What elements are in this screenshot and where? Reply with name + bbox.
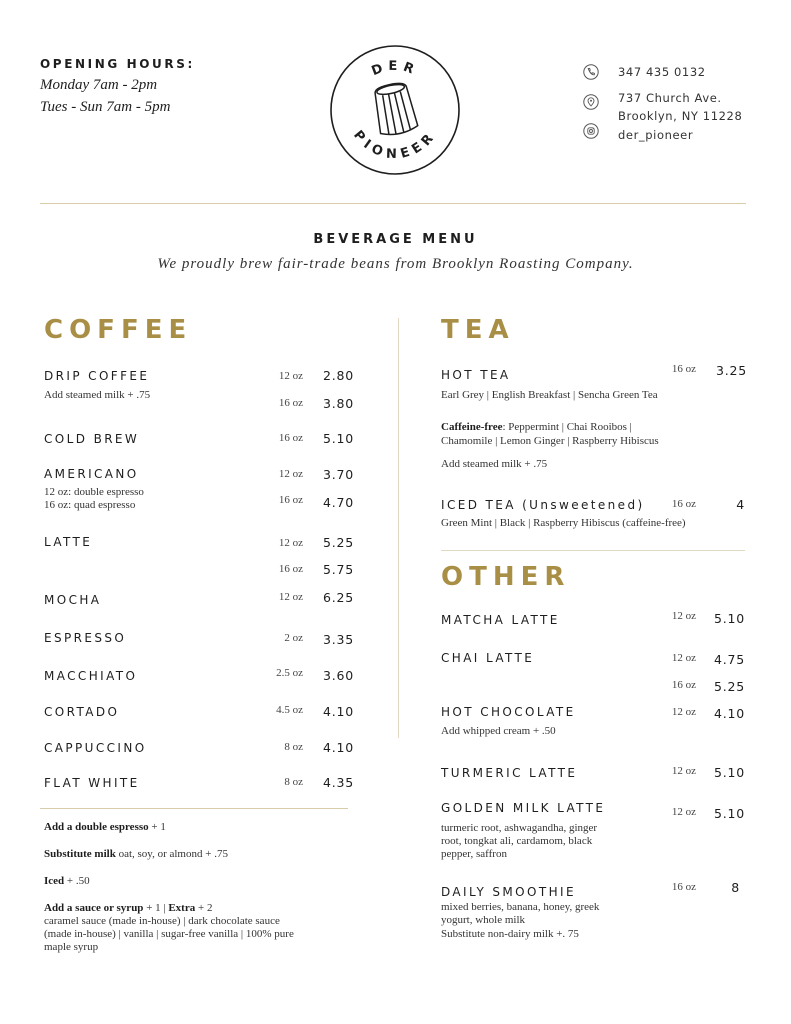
hot-tea-milk-note: Add steamed milk + .75	[441, 458, 548, 470]
logo-text-bottom: PIONEER	[350, 127, 440, 163]
latte-size-12: 12 oz	[278, 537, 303, 549]
chai-latte-price-12: 4.75	[713, 652, 745, 667]
addon-double-espresso: Add a double espresso + 1	[44, 821, 166, 833]
turmeric-latte-name: TURMERIC LATTE	[441, 766, 578, 780]
hot-tea-name: HOT TEA	[441, 368, 511, 382]
mocha-name: MOCHA	[44, 593, 102, 607]
drip-coffee-size-12: 12 oz	[278, 370, 303, 382]
opening-hours-title: OPENING HOURS:	[40, 57, 195, 71]
drip-coffee-price-16: 3.80	[322, 396, 354, 411]
iced-tea-varieties: Green Mint | Black | Raspberry Hibiscus (caffeine-free)	[441, 517, 686, 529]
americano-size-12: 12 oz	[278, 468, 303, 480]
addon-syrup-list-3: maple syrup	[44, 941, 99, 953]
coffee-section-title: COFFEE	[44, 315, 193, 345]
menu-title: BEVERAGE MENU	[313, 232, 478, 247]
flat-white-name: FLAT WHITE	[44, 776, 140, 790]
cortado-price: 4.10	[322, 704, 354, 719]
phone-number[interactable]: 347 435 0132	[618, 65, 706, 79]
matcha-latte-price: 5.10	[713, 611, 745, 626]
addon-substitute-milk: Substitute milk oat, soy, or almond + .75	[44, 848, 228, 860]
golden-milk-note-1: turmeric root, ashwagandha, ginger	[441, 822, 598, 834]
tea-other-divider	[441, 550, 745, 551]
drip-coffee-note: Add steamed milk + .75	[44, 389, 151, 401]
location-pin-icon	[583, 94, 599, 110]
instagram-handle[interactable]: der_pioneer	[618, 128, 694, 142]
hot-chocolate-size: 12 oz	[671, 706, 696, 718]
flat-white-size: 8 oz	[284, 776, 303, 788]
cappuccino-price: 4.10	[322, 740, 354, 755]
cold-brew-price: 5.10	[322, 431, 354, 446]
logo	[328, 43, 462, 177]
iced-tea-name: ICED TEA (Unsweetened)	[441, 498, 645, 512]
svg-text:DER	[370, 59, 421, 79]
column-divider	[398, 318, 399, 738]
chai-latte-size-16: 16 oz	[671, 679, 696, 691]
coffee-addons-divider	[40, 808, 348, 809]
golden-milk-latte-name: GOLDEN MILK LATTE	[441, 801, 606, 815]
daily-smoothie-note-3: Substitute non-dairy milk +. 75	[441, 928, 579, 940]
cortado-size: 4.5 oz	[276, 704, 303, 716]
iced-tea-size: 16 oz	[671, 498, 696, 510]
canele-pastry-icon	[371, 81, 419, 138]
golden-milk-note-2: root, tongkat ali, cardamom, black	[441, 835, 593, 847]
latte-size-16: 16 oz	[278, 563, 303, 575]
golden-milk-note-3: pepper, saffron	[441, 848, 507, 860]
menu-subtitle: We proudly brew fair-trade beans from Brooklyn Roasting Company.	[157, 256, 634, 272]
drip-coffee-size-16: 16 oz	[278, 397, 303, 409]
address-line-1: 737 Church Ave.	[618, 91, 722, 105]
americano-size-16: 16 oz	[278, 494, 303, 506]
mocha-size: 12 oz	[278, 591, 303, 603]
iced-tea-price: 4	[736, 497, 745, 512]
chai-latte-size-12: 12 oz	[671, 652, 696, 664]
hours-monday: Monday 7am - 2pm	[40, 77, 158, 93]
daily-smoothie-size: 16 oz	[671, 881, 696, 893]
mocha-price: 6.25	[322, 590, 354, 605]
espresso-name: ESPRESSO	[44, 631, 127, 645]
americano-note-16: 16 oz: quad espresso	[44, 499, 136, 511]
latte-price-16: 5.75	[322, 562, 354, 577]
hot-chocolate-note: Add whipped cream + .50	[441, 725, 556, 737]
latte-name: LATTE	[44, 535, 93, 549]
chai-latte-price-16: 5.25	[713, 679, 745, 694]
addon-syrup-list-1: caramel sauce (made in-house) | dark chocolate sauce	[44, 915, 280, 927]
americano-price-16: 4.70	[322, 495, 354, 510]
other-section-title: OTHER	[441, 562, 571, 592]
hot-chocolate-name: HOT CHOCOLATE	[441, 705, 576, 719]
address-line-2: Brooklyn, NY 11228	[618, 109, 743, 123]
daily-smoothie-name: DAILY SMOOTHIE	[441, 885, 576, 899]
tea-section-title: TEA	[441, 315, 515, 345]
instagram-icon	[583, 123, 599, 139]
latte-price-12: 5.25	[322, 535, 354, 550]
phone-icon	[583, 64, 599, 80]
espresso-size: 2 oz	[284, 632, 303, 644]
cold-brew-name: COLD BREW	[44, 432, 140, 446]
golden-milk-latte-price: 5.10	[713, 806, 745, 821]
hot-tea-size: 16 oz	[671, 363, 696, 375]
cortado-name: CORTADO	[44, 705, 120, 719]
golden-milk-latte-size: 12 oz	[671, 806, 696, 818]
hot-tea-caffeine-free-1: Caffeine-free: Peppermint | Chai Rooibos |	[441, 421, 632, 433]
hot-tea-caffeine-free-2: Chamomile | Lemon Ginger | Raspberry Hibiscus	[441, 435, 659, 447]
logo-text-top: DER	[369, 58, 421, 80]
drip-coffee-price-12: 2.80	[322, 368, 354, 383]
hot-tea-price: 3.25	[715, 363, 747, 378]
addon-iced: Iced + .50	[44, 875, 90, 887]
macchiato-name: MACCHIATO	[44, 669, 138, 683]
daily-smoothie-note-1: mixed berries, banana, honey, greek	[441, 901, 600, 913]
cappuccino-size: 8 oz	[284, 741, 303, 753]
espresso-price: 3.35	[322, 632, 354, 647]
matcha-latte-size: 12 oz	[671, 610, 696, 622]
turmeric-latte-price: 5.10	[713, 765, 745, 780]
drip-coffee-name: DRIP COFFEE	[44, 369, 150, 383]
macchiato-price: 3.60	[322, 668, 354, 683]
addon-syrup-list-2: (made in-house) | vanilla | sugar-free vanilla | 100% pure	[44, 928, 294, 940]
svg-text:PIONEER	[350, 128, 440, 162]
americano-name: AMERICANO	[44, 467, 139, 481]
turmeric-latte-size: 12 oz	[671, 765, 696, 777]
matcha-latte-name: MATCHA LATTE	[441, 613, 560, 627]
cold-brew-size: 16 oz	[278, 432, 303, 444]
americano-note-12: 12 oz: double espresso	[44, 486, 144, 498]
daily-smoothie-note-2: yogurt, whole milk	[441, 914, 526, 926]
flat-white-price: 4.35	[322, 775, 354, 790]
hours-tues-sun: Tues - Sun 7am - 5pm	[40, 99, 171, 115]
addon-sauce-syrup: Add a sauce or syrup + 1 | Extra + 2	[44, 902, 213, 914]
macchiato-size: 2.5 oz	[276, 667, 303, 679]
americano-price-12: 3.70	[322, 467, 354, 482]
header-divider	[40, 203, 746, 204]
hot-tea-varieties: Earl Grey | English Breakfast | Sencha Green Tea	[441, 389, 658, 401]
chai-latte-name: CHAI LATTE	[441, 651, 535, 665]
daily-smoothie-price: 8	[731, 880, 740, 895]
hot-chocolate-price: 4.10	[713, 706, 745, 721]
cappuccino-name: CAPPUCCINO	[44, 741, 147, 755]
